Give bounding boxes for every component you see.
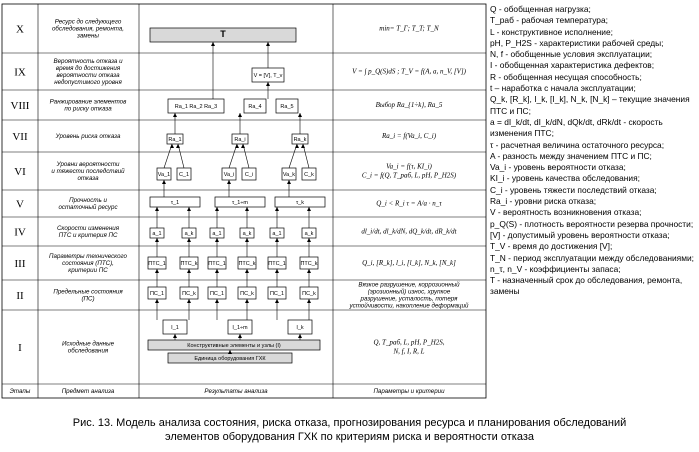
node-ii-0-label: ПС_1 [149,291,165,297]
level-formula-line: Va_i = f(τ, KI_i) [386,162,432,171]
node-vii-1-label: Ra_i [234,137,246,143]
node-iii-0-label: ПТС_1 [148,261,166,267]
level-desc-line: ПТС и критерия ПС [58,232,118,239]
node-iv-5-label: a_k [304,231,314,237]
legend-item: T - назначенный срок до обследования, ремонта, замены [490,275,683,297]
level-number-2: IX [14,66,26,79]
legend-item: t – наработка с начала эксплуатации; [490,83,636,94]
legend-item: I - обобщенная характеристика дефектов; [490,60,655,71]
footer-stages: Этапы [9,388,31,395]
level-desc-line: Параметры технического [49,253,127,260]
level-desc-line: Исходные данные [61,340,115,348]
legend-item: τ - расчетная величина остаточного ресурса; [490,139,665,150]
legend-item: n_τ, n_V - коэффициенты запаса; [490,263,621,274]
legend-item: T_N - период эксплуатации между обследованиями; [490,252,694,263]
node-iii-2-label: ПТС_1 [208,261,226,267]
level-number-4: VII [12,131,28,143]
level-desc-line: и тяжести последствий [51,168,125,175]
node-t-label: T [220,29,226,39]
node-vi-va-0-label: Va_1 [157,172,171,178]
footer-subject: Предмет анализа [61,388,115,395]
legend-item: N, f - обобщенные условия эксплуатации; [490,49,653,60]
level-desc-line: Прочность и [69,197,107,204]
level-desc-line: время до достижения [55,65,121,72]
node-ix-label: V = [V], T_v [253,73,283,79]
level-formula-line: Ra_i = f(Va_i, C_i) [381,132,437,140]
node-viii-c-label: Ra_5 [280,104,294,110]
level-number-7: IV [14,226,26,239]
legend [490,4,696,298]
level-formula-line: Q_i < R_i τ = A/a · n_τ [376,199,442,208]
caption-line-2: элементов оборудования ГХК по критериям риска и вероятности отказа [164,431,534,443]
legend-item: Va_i - уровень вероятности отказа; [490,162,626,173]
level-formula-line: Вязкое разрушение, коррозионный [358,281,460,289]
level-desc-line: Уровень риска отказа [55,133,121,140]
node-vii-0-label: Ra_1 [168,137,182,143]
level-desc-line: состояния (ПТС), [62,260,114,267]
node-iv-4-label: a_1 [272,231,282,237]
level-desc-line: недопустимого уровня [54,79,122,86]
node-i-0-label: I_1 [171,325,179,331]
node-iv-1-label: a_k [184,231,194,237]
level-number-9: II [16,290,24,302]
node-iii-3-label: ПТС_k [238,261,256,267]
legend-item: V - вероятность возникновения отказа; [490,207,642,218]
node-vi-c-1-label: C_i [244,172,254,178]
node-iv-0-label: a_1 [152,231,162,237]
legend-item: a = dI_k/dt, dI_k/dN, dQk/dt, dRk/dt - скорость изменения ПТС; [490,116,663,139]
node-ii-5-label: ПС_k [302,291,316,297]
legend-item: C_i - уровень тяжести последствий отказа; [490,184,657,195]
level-desc-line: Предельные состояния [53,288,123,296]
legend-item: Q - обобщенная нагрузка; [490,4,591,14]
node-struct-label: Конструктивные элементы и узлы (I) [187,343,281,349]
legend-item: T_V - время до достижения [V]; [490,241,613,252]
node-viii-a-label: Ra_1 Ra_2 Ra_3 [174,104,218,110]
level-desc-line: отказа [77,175,99,182]
node-ii-3-label: ПС_k [240,291,254,297]
level-desc-line: Ранжирование элементов [49,98,127,106]
level-formula-line: dl_i/dt, dl_k/dN, dQ_k/dt, dR_k/dt [361,227,457,236]
legend-item: KI_i - уровень качества обследования; [490,173,640,184]
level-number-10: I [18,342,22,354]
level-desc-line: Вероятность отказа и [53,58,123,65]
node-vi-c-0-label: C_1 [178,172,190,178]
level-formula-line: min= T_Г; T_T; T_N [379,24,439,33]
level-formula-line: разрушение, усталость, потеря [360,295,458,303]
node-v-0-label: τ_1 [170,200,180,206]
footer-results: Результаты анализа [204,388,268,395]
legend-item: A - разность между значением ПТС и ПС; [490,150,652,161]
node-v-1-label: τ_1÷m [232,200,248,206]
node-ii-1-label: ПС_k [182,291,196,297]
level-number-5: VI [14,166,26,178]
level-number-8: III [14,258,26,270]
legend-item: [V] - допустимый уровень вероятности отказа; [490,229,670,240]
level-formula-line: Q, T_раб, L, pH, P_H2S, [373,338,445,347]
legend-item: pH, P_H2S - характеристики рабочей среды; [490,37,664,48]
legend-item: Ra_i - уровни риска отказа; [490,196,597,207]
node-i-1-label: I_1÷m [232,325,248,331]
level-formula-line: N, f, I, R, L [393,347,425,356]
node-vii-2-label: Ra_k [293,137,307,143]
level-number-3: VIII [10,100,30,112]
level-formula-line: V = ∫ p_Q(S)dS ; T_V = f(A, a, n_V, [V]) [352,67,466,76]
level-desc-line: (ПС) [81,295,95,303]
node-iii-4-label: ПТС_1 [268,261,286,267]
node-iii-5-label: ПТС_k [300,261,318,267]
level-desc-line: Уровни вероятности [56,161,120,168]
level-desc-line: Скорости изменения [56,225,120,232]
level-number-1: X [16,23,24,36]
legend-item: R - обобщенная несущая способность; [490,71,642,82]
level-formula-line: (эрозионный) износ, хрупкое [367,288,451,296]
legend-item: Q_k, [R_k], I_k, [I_k], N_k, [N_k] – текущие значения ПТС и ПС; [490,94,690,116]
legend-item: p_Q(S) - плотность вероятности резерва прочности; [490,218,694,229]
level-desc-line: обследования [67,347,109,355]
node-viii-b-label: Ra_4 [248,104,262,110]
level-formula-line: Выбор Ra_{1÷k}, Ra_5 [375,101,443,109]
node-vi-va-1-label: Va_i [223,172,235,178]
level-desc-line: обследования, ремонта, [51,25,125,33]
node-ii-4-label: ПС_1 [269,291,285,297]
node-iii-1-label: ПТС_k [180,261,198,267]
node-vi-va-2-label: Va_k [282,172,296,178]
legend-item: T_раб - рабочая температура; [490,15,608,26]
node-vi-c-2-label: C_k [304,172,314,178]
node-ii-2-label: ПС_1 [209,291,225,297]
node-iv-2-label: a_1 [212,231,222,237]
caption-line-1: Рис. 13. Модель анализа состояния, риска отказа, прогнозирования ресурса и планирования обследований [72,417,627,429]
node-i-2-label: I_k [296,325,304,331]
node-unit-label: Единица оборудования ГХК [194,356,266,362]
level-formula-line: C_i = f(Q, T_раб, L, pH, P_H2S) [361,171,457,180]
node-v-2-label: τ_k [296,200,304,206]
footer-params: Параметры и критерии [373,388,445,395]
level-desc-line: критерии ПС [68,267,108,274]
level-number-6: V [16,198,24,211]
level-desc-line: остаточный ресурс [58,204,118,211]
node-iv-3-label: a_k [242,231,252,237]
level-desc-line: вероятности отказа [56,72,120,79]
level-desc-line: Ресурс до следующего [54,18,122,26]
level-desc-line: по риску отказа [64,105,112,113]
figure-caption [0,416,699,444]
level-desc-line: замены [77,32,99,40]
legend-item: L - конструктивное исполнение; [490,26,613,37]
level-formula-line: Q_i, [R_k], l_i, [l_k], N_k, [N_k] [362,259,456,267]
level-formula-line: устойчивости, накопление деформаций [349,302,469,310]
